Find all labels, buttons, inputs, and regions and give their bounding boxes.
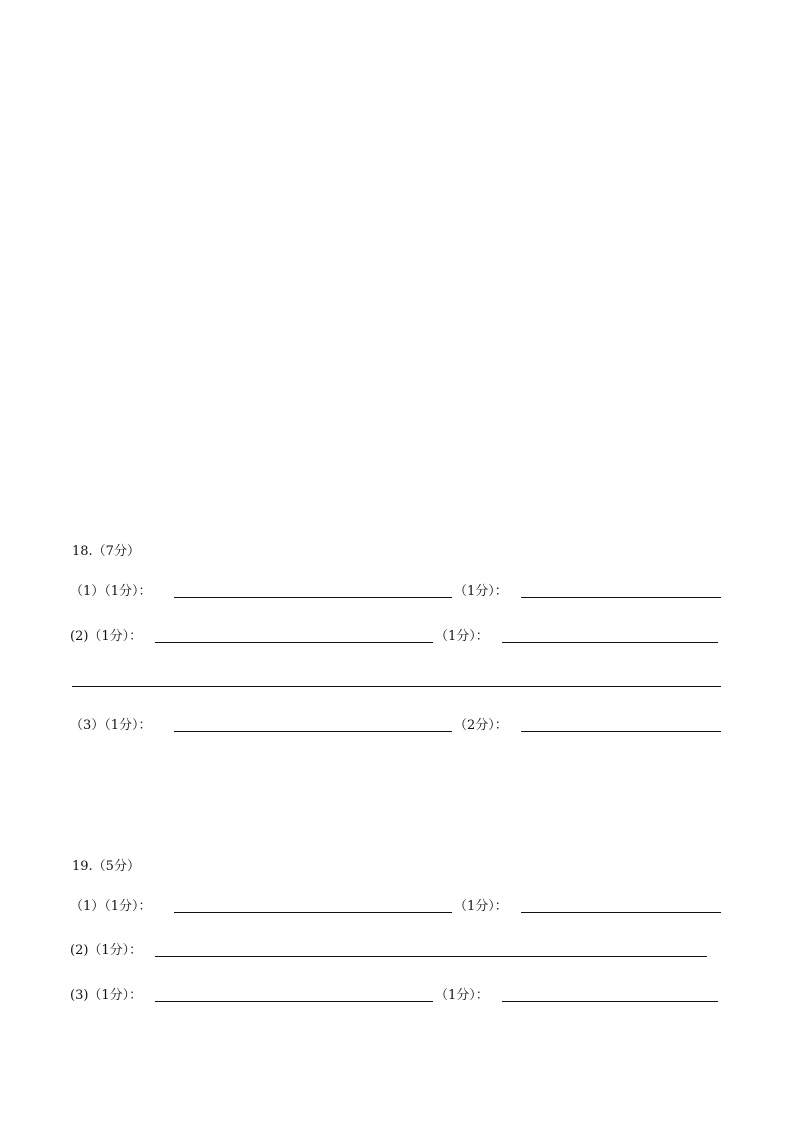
q18-part1-answer-blank-b[interactable] xyxy=(521,597,721,598)
q18-part2-answer-blank-a[interactable] xyxy=(155,642,433,643)
q19-title: 19.（5分） xyxy=(72,859,140,874)
q18-part1-answer-blank-a[interactable] xyxy=(174,597,452,598)
q18-part3-answer-blank-a[interactable] xyxy=(174,731,452,732)
q18-part2-label-b: （1分）： xyxy=(435,629,489,644)
q18-part3-answer-blank-b[interactable] xyxy=(521,731,721,732)
q18-part2-answer-blank-continued[interactable] xyxy=(72,686,721,687)
q18-part2-answer-blank-b[interactable] xyxy=(502,642,718,643)
q19-part1-answer-blank-b[interactable] xyxy=(521,912,721,913)
q19-part1-label-b: （1分）： xyxy=(454,899,508,914)
q18-title: 18.（7分） xyxy=(72,544,140,559)
q18-part1-label-b: （1分）： xyxy=(454,584,508,599)
q19-part1-label: （1）（1分）： xyxy=(70,899,152,914)
q19-part3-label: (3)（1分）： xyxy=(70,988,143,1003)
q19-part2-label: (2)（1分）： xyxy=(70,943,143,958)
q18-part3-label-b: （2分）： xyxy=(454,718,508,733)
q19-part2-answer-blank[interactable] xyxy=(155,956,707,957)
q18-part1-label: （1）（1分）： xyxy=(70,584,152,599)
q19-part3-answer-blank-b[interactable] xyxy=(502,1001,718,1002)
q19-part3-label-b: （1分）： xyxy=(435,988,489,1003)
q18-part2-label: (2)（1分）： xyxy=(70,629,143,644)
q19-part3-answer-blank-a[interactable] xyxy=(155,1001,433,1002)
q18-part3-label: （3）（1分）： xyxy=(70,718,152,733)
q19-part1-answer-blank-a[interactable] xyxy=(174,912,452,913)
